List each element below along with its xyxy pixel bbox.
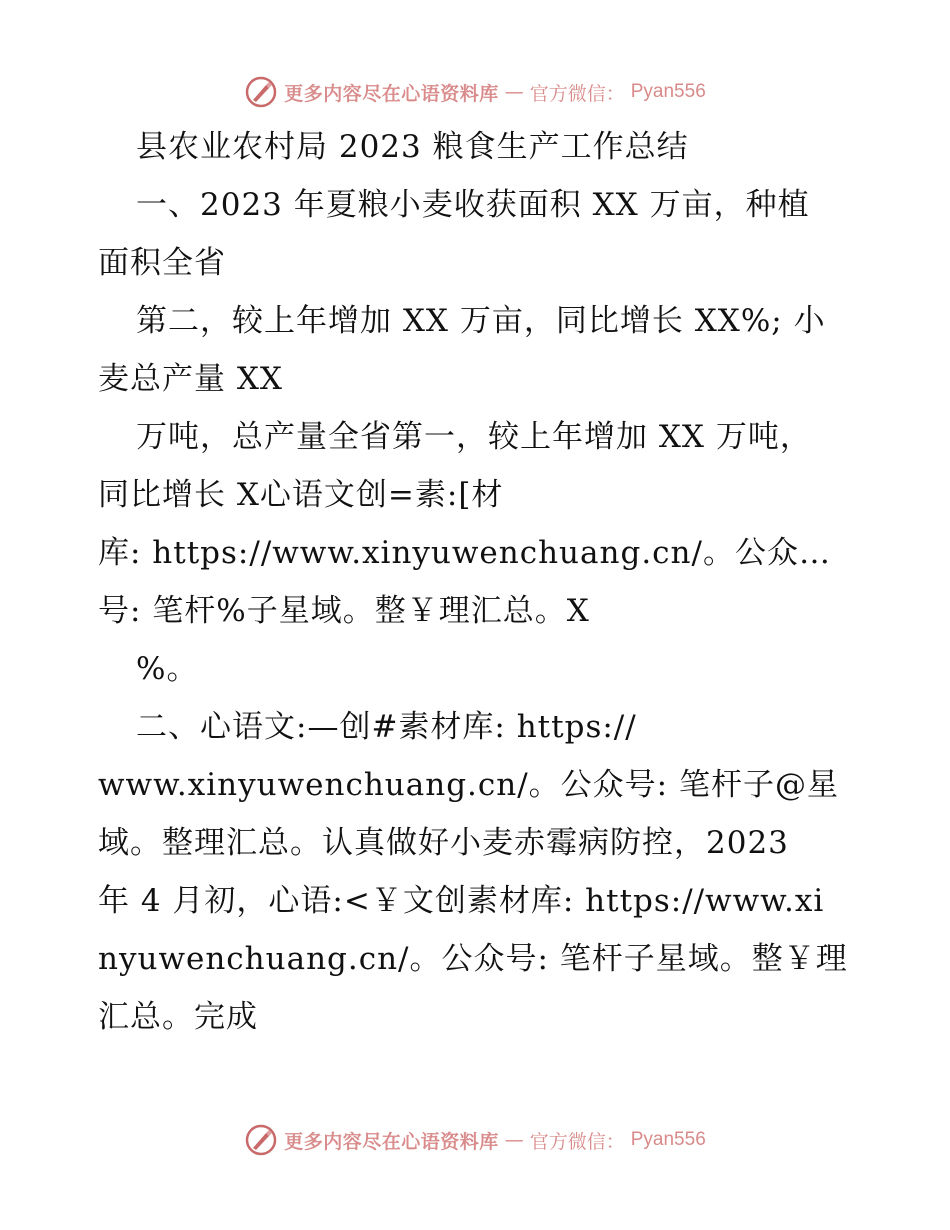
banner-wechat-id: Pyan556 (630, 1129, 706, 1150)
pen-logo-icon (244, 75, 278, 109)
document-body (98, 118, 858, 1046)
banner-promo-text: 更多内容尽在心语资料库 (284, 1130, 499, 1153)
body-line: 库: https://www.xinyuwenchuang.cn/。公众… (98, 535, 831, 571)
body-line: 万吨，总产量全省第一，较上年增加 XX 万吨， (136, 419, 812, 455)
body-line: 号: 笔杆%子星域。整￥理汇总。X (98, 593, 590, 629)
banner-contact-label: 官方微信： (529, 1130, 625, 1153)
banner-contact-label: 官方微信： (529, 82, 625, 105)
banner-wechat-id: Pyan556 (630, 81, 706, 102)
body-line: 面积全省 (98, 245, 226, 281)
body-line: www.xinyuwenchuang.cn/。公众号: 笔杆子@星 (98, 767, 839, 803)
body-line: %。 (136, 651, 199, 687)
body-line: 域。整理汇总。认真做好小麦赤霉病防控，2023 (98, 825, 789, 861)
document-title: 县农业农村局 2023 粮食生产工作总结 (136, 129, 689, 165)
banner-separator: — (504, 81, 524, 103)
body-line: 麦总产量 XX (98, 361, 283, 397)
body-line: nyuwenchuang.cn/。公众号: 笔杆子星域。整￥理 (98, 941, 848, 977)
body-line: 一、2023 年夏粮小麦收获面积 XX 万亩，种植 (136, 187, 810, 223)
body-line: 二、心语文:—创#素材库: https:// (136, 709, 637, 745)
header-banner (0, 72, 950, 112)
banner-separator: — (504, 1129, 524, 1151)
body-line: 年 4 月初，心语:<￥文创素材库: https://www.xi (98, 883, 825, 919)
pen-logo-icon (244, 1123, 278, 1157)
body-line: 汇总。完成 (98, 999, 258, 1035)
footer-banner (0, 1120, 950, 1160)
banner-promo-text: 更多内容尽在心语资料库 (284, 82, 499, 105)
body-line: 同比增长 X心语文创=素:[材 (98, 477, 504, 513)
body-line: 第二，较上年增加 XX 万亩，同比增长 XX%; 小 (136, 303, 826, 339)
